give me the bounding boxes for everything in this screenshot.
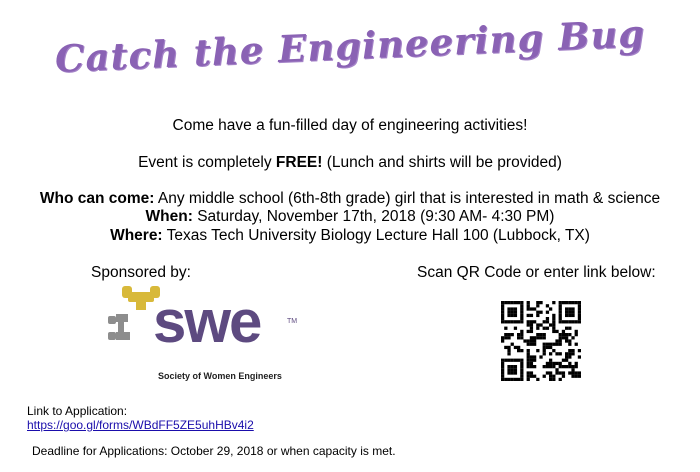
flyer-title: Catch the Engineering Bug [54, 11, 646, 81]
when-line [0, 208, 700, 226]
who-label: Who can come: [39, 190, 155, 207]
free-prefix: Event is completely [138, 154, 276, 171]
when-text: Saturday, November 17th, 2018 (9:30 AM- 4:30 PM) [192, 208, 555, 225]
qr-code-icon[interactable] [501, 301, 581, 381]
trademark-mark: TM [287, 318, 298, 325]
intro-line: Come have a fun-filled day of engineering activities! [172, 117, 528, 134]
where-line [0, 227, 700, 245]
swe-logo [106, 286, 306, 386]
when-label: When: [145, 208, 193, 225]
application-link[interactable]: https://goo.gl/forms/WBdFF5ZE5uhHBv4i2 [27, 418, 254, 432]
sponsored-by-label: Sponsored by: [91, 264, 191, 281]
free-line [0, 154, 700, 172]
free-suffix: (Lunch and shirts will be provided) [322, 154, 562, 171]
deadline-text: Deadline for Applications: October 29, 2018 or when capacity is met. [32, 444, 396, 458]
swe-full-name: Society of Women Engineers [158, 371, 282, 381]
where-label: Where: [110, 227, 163, 244]
swe-wordmark: swe [153, 288, 261, 355]
qr-label: Scan QR Code or enter link below: [417, 264, 656, 281]
where-text: Texas Tech University Biology Lecture Hall 100 (Lubbock, TX) [162, 227, 590, 244]
link-label: Link to Application: [27, 404, 128, 418]
free-word: FREE! [275, 154, 323, 171]
who-line [0, 190, 700, 208]
who-text: Any middle school (6th-8th grade) girl that is interested in math & science [154, 190, 661, 207]
